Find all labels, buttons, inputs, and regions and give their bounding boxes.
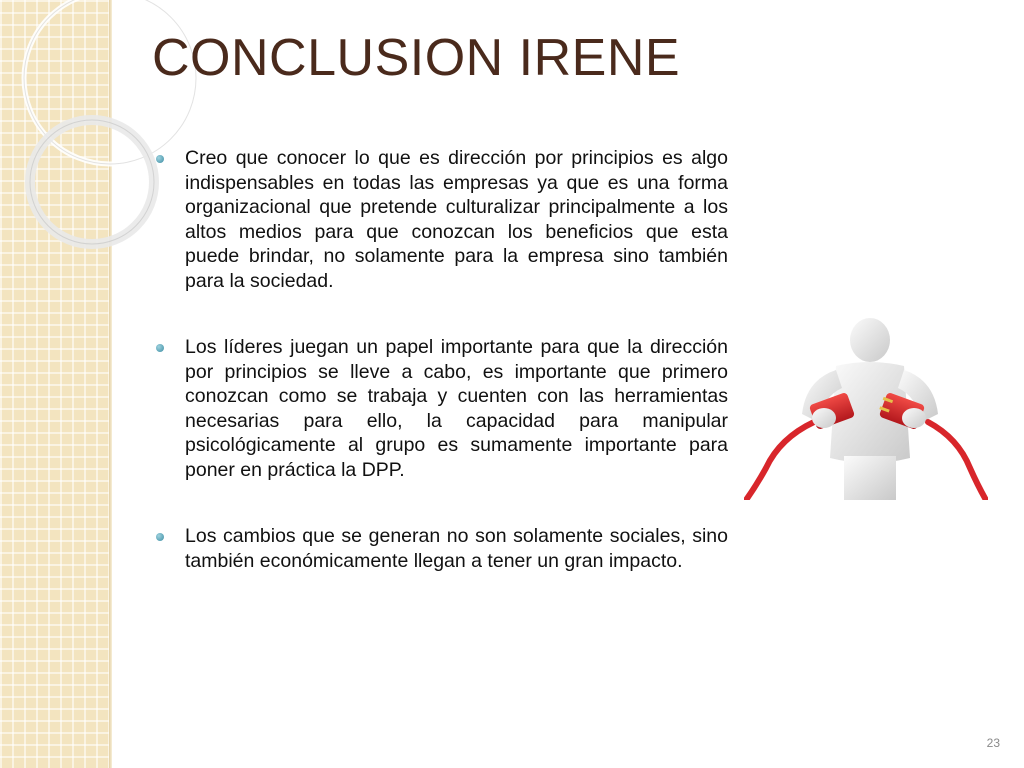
slide-number: 23	[986, 736, 1000, 750]
bullet-text: Creo que conocer lo que es dirección por principios es algo indispensables en todas las empresas ya que es una forma organizacional que pretende culturalizar principalmente a los altos medios para que conozcan los beneficios que esta puede brindar, no solamente para la empresa sino también para la sociedad.	[185, 147, 728, 292]
slide-title: CONCLUSION IRENE	[152, 29, 681, 87]
bullet-item	[156, 524, 728, 573]
unplugged-cable-figure-icon	[744, 318, 988, 500]
bullet-text: Los cambios que se generan no son solamente sociales, sino también económicamente llegan a tener un gran impacto.	[185, 525, 728, 572]
bullet-dot-icon	[156, 533, 164, 541]
bullet-text: Los líderes juegan un papel importante para que la dirección por principios se lleve a cabo, es importante que primero conozcan como se trabaja y cuenten con las herramientas necesarias para ello, la capacidad para manipular psicológicamente al grupo es sumamente importante para poner en práctica la DPP.	[185, 336, 728, 481]
bullet-item	[156, 146, 728, 293]
bullet-list	[156, 146, 728, 615]
bullet-dot-icon	[156, 155, 164, 163]
bullet-dot-icon	[156, 344, 164, 352]
bullet-item	[156, 335, 728, 482]
